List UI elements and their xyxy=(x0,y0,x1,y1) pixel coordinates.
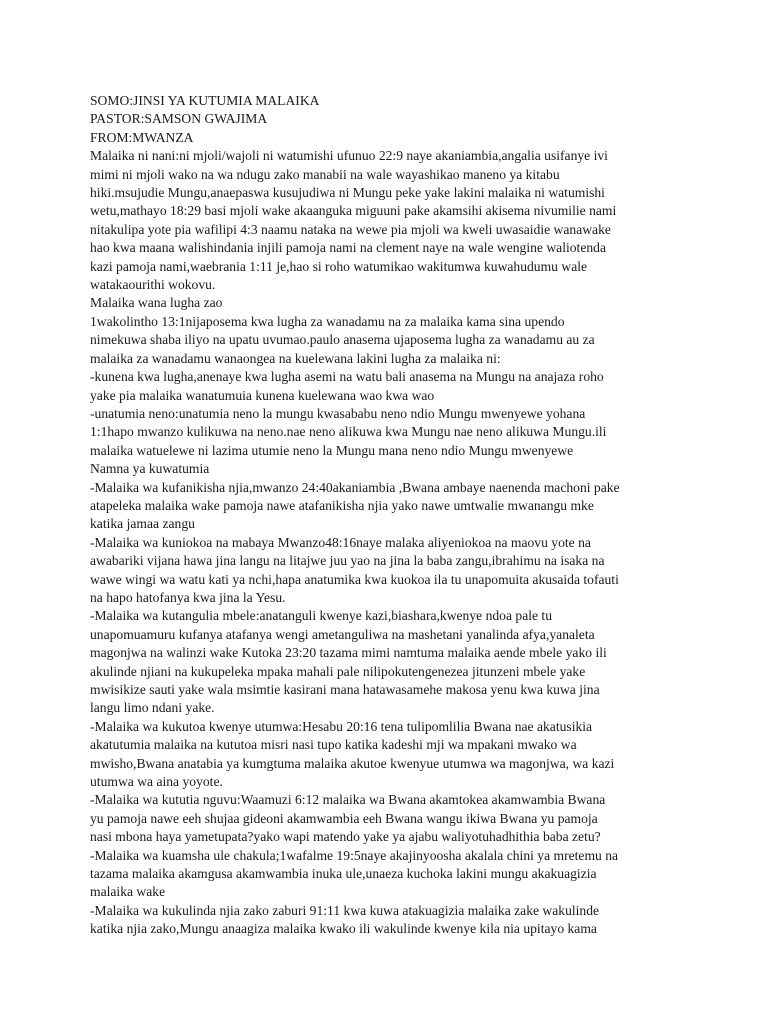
text-line: wetu,mathayo 18:29 basi mjoli wake akaanguka miguuni pake akamsihi akisema nivumilie nami xyxy=(90,203,617,219)
text-line: hao kwa maana walishindania injili pamoja nami na clement naye na wale wengine waliotenda xyxy=(90,240,606,256)
text-line: malaika watuelewe ni lazima utumie neno la Mungu mana neno ndio Mungu mwenyewe xyxy=(90,442,574,458)
text-line: katika njia zako,Mungu anaagiza malaika kwako ili wakulinde kwenye kila nia upitayo kama xyxy=(90,921,597,937)
text-line: atapeleka malaika wake pamoja nawe atafanikisha njia yako nawe umtwalie mwanangu mke xyxy=(90,497,594,513)
text-line: nitakulipa yote pia wafilipi 4:3 naamu nataka na wewe pia mjoli wa kweli uwasaidie wanawake xyxy=(90,221,611,237)
text-line: mwisikize sauti yake wala msimtie kasirani mana hatawasamehe makosa yenu kwa kuwa jina xyxy=(90,682,600,697)
text-line: -Malaika wa kutangulia mbele:anatanguli kwenye kazi,biashara,kwenye ndoa pale tu xyxy=(90,608,553,624)
text-line: magonjwa na walinzi wake Kutoka 23:20 tazama mimi namtuma malaika aende mbele yako ili xyxy=(90,645,607,661)
document-location: FROM:MWANZA xyxy=(90,129,194,145)
text-line: -kunena kwa lugha,anenaye kwa lugha asemi na watu bali anasema na Mungu na anajaza roho xyxy=(90,369,604,385)
section-heading: Namna ya kuwatumia xyxy=(90,461,210,477)
text-line: yu pamoja nawe eeh shujaa gideoni akamwambia eeh Bwana wangu ikiwa Bwana yu pamoja xyxy=(90,810,598,826)
text-line: -Malaika wa kuamsha ule chakula;1wafalme 19:5naye akajinyoosha akalala chini ya mretemu na xyxy=(90,847,619,863)
text-line: yake pia malaika wanatumuia kunena kuelewana wao kwa wao xyxy=(90,387,435,403)
text-line: 1:1hapo mwanzo kulikuwa na neno.nae neno alikuwa kwa Mungu nae neno alikuwa Mungu.ili xyxy=(90,424,607,440)
text-line: katika jamaa zangu xyxy=(90,516,195,532)
text-line: tazama malaika akamgusa akamwambia inuka ule,unaeza kuchoka lakini mungu akakuagizia xyxy=(90,866,597,882)
text-line: Malaika ni nani:ni mjoli/wajoli ni watumishi ufunuo 22:9 naye akaniambia,angalia usifanye ivi xyxy=(90,148,608,164)
text-line: 1wakolintho 13:1nijaposema kwa lugha za wanadamu na za malaika kama sina upendo xyxy=(90,313,565,329)
text-line: mwisho,Bwana anatabia ya kumgtuma malaika akutoe kwenyue utumwa wa magonjwa, wa kazi xyxy=(90,755,615,771)
text-line: nasi mbona haya yametupata?yako wapi matendo yake ya ajabu waliyotuhadhithia baba zetu? xyxy=(90,829,601,845)
text-line: -Malaika wa kukutoa kwenye utumwa:Hesabu 20:16 tena tulipomlilia Bwana nae akatusikia xyxy=(90,718,593,734)
text-line: -Malaika wa kuniokoa na mabaya Mwanzo48:16naye malaka aliyeniokoa na maovu yote na xyxy=(90,534,591,550)
text-line: -Malaika wa kukulinda njia zako zaburi 91:11 kwa kuwa atakuagizia malaika zake wakulinde xyxy=(90,902,600,918)
text-line: hiki.msujudie Mungu,anaepaswa kusujudiwa ni Mungu peke yake lakini malaika ni watumishi xyxy=(90,185,605,201)
text-line: langu limo ndani yake. xyxy=(90,700,215,716)
text-line: malaika za wanadamu wanaongea na kuelewana lakini lugha za malaika ni: xyxy=(90,350,501,366)
text-line: awabariki vijana hawa jina langu na litajwe juu yao na jina la baba zangu,ibrahimu na isaka na xyxy=(90,553,605,569)
text-line: akatutumia malaika na kututoa misri nasi tupo katika kadeshi mji wa mpakani mwako wa xyxy=(90,737,577,753)
text-line: unapomuamuru kufanya atafanya wengi ametanguliwa na mashetani yanalinda afya,yanaleta xyxy=(90,626,595,642)
text-line: na hapo hatofanya kwa jina la Yesu. xyxy=(90,589,286,605)
text-line: utumwa wa aina yoyote. xyxy=(90,774,223,790)
document-title: SOMO:JINSI YA KUTUMIA MALAIKA xyxy=(90,93,320,108)
text-line: -unatumia neno:unatumia neno la mungu kwasababu neno ndio Mungu mwenyewe yohana xyxy=(90,405,586,421)
text-line: mimi ni mjoli wako na wa ndugu zako manabii na wale wayashikao maneno ya kitabu xyxy=(90,166,560,182)
text-line: watakaourithi wokovu. xyxy=(90,277,216,293)
text-line: wawe wingi wa watu kati ya nchi,hapa anatumika kwa kuokoa ila tu unapomuita akusaida tofauti xyxy=(90,571,619,587)
text-line: kazi pamoja nami,waebrania 1:11 je,hao si roho watumikao wakitumwa kuwahudumu wale xyxy=(90,258,588,274)
document-page xyxy=(90,92,738,939)
section-heading: Malaika wana lugha zao xyxy=(90,295,223,311)
text-line: akulinde njiani na kukupeleka mpaka mahali pale nilipokutengenezea jitunzeni mbele yake xyxy=(90,663,586,679)
text-line: nimekuwa shaba iliyo na upatu uvumao.paulo anasema ujaposema lugha za wanadamu au za xyxy=(90,332,595,348)
text-line: malaika wake xyxy=(90,884,166,900)
text-line: -Malaika wa kututia nguvu:Waamuzi 6:12 malaika wa Bwana akamtokea akamwambia Bwana xyxy=(90,792,606,808)
text-line: -Malaika wa kufanikisha njia,mwanzo 24:40akaniambia ,Bwana ambaye naenenda machoni pake xyxy=(90,479,620,495)
document-pastor: PASTOR:SAMSON GWAJIMA xyxy=(90,111,268,127)
